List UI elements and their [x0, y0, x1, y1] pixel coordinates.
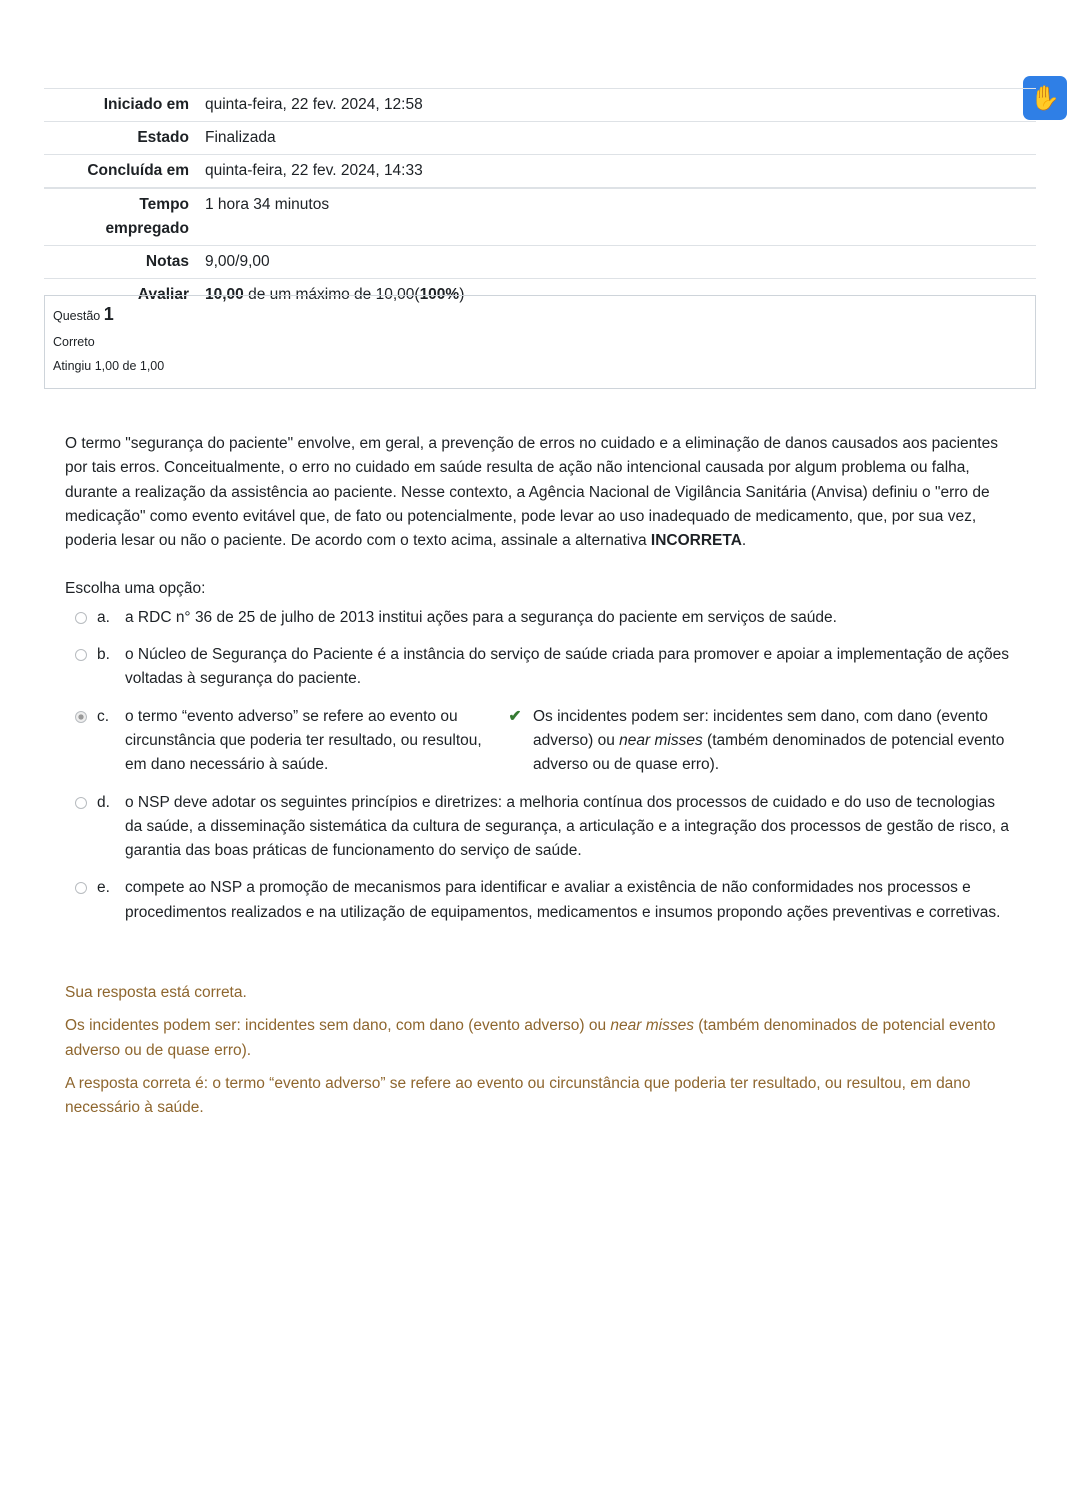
question-state: Correto	[53, 335, 95, 349]
question-text-end: .	[741, 532, 747, 550]
feedback-part: Os incidentes podem ser: incidentes sem dano, com dano (evento adverso) ou	[533, 707, 988, 749]
marks-value: 9,00/9,00	[197, 246, 1036, 279]
grade-mid: de um máximo de 10,00(	[243, 286, 420, 303]
marks-label: Notas	[44, 246, 197, 279]
completed-label: Concluída em	[44, 155, 197, 189]
general-feedback-part: (também denominados de potencial evento adverso ou de quase erro).	[65, 1017, 996, 1059]
option-letter: c.	[97, 707, 110, 725]
option-letter: e.	[97, 879, 110, 897]
option-text: o Núcleo de Segurança do Paciente é a instância do serviço de saúde criada para promover e apoiar a implementação de ações voltadas à segurança do paciente.	[125, 646, 1010, 688]
option-text: o termo “evento adverso” se refere ao evento ou circunstância que poderia ter resultado, ou resultou, em dano necessário à saúde.	[125, 707, 482, 774]
grade-end: )	[459, 286, 465, 303]
question-label: Questão	[53, 309, 101, 323]
general-feedback-part: Os incidentes podem ser: incidentes sem dano, com dano (evento adverso) ou	[65, 1017, 611, 1035]
question-number: 1	[103, 304, 114, 324]
option-a-radio[interactable]	[75, 612, 87, 624]
state-label: Estado	[44, 122, 197, 155]
option-d[interactable]	[65, 791, 1010, 864]
general-feedback	[65, 1014, 1010, 1063]
question-emphasis: INCORRETA	[650, 532, 742, 550]
option-a[interactable]	[65, 606, 1010, 630]
answer-prompt: Escolha uma opção:	[65, 580, 206, 598]
option-d-radio[interactable]	[75, 797, 87, 809]
question-mark: Atingiu 1,00 de 1,00	[53, 359, 165, 373]
option-c-radio-selected[interactable]	[75, 711, 87, 723]
question-info	[44, 295, 1036, 389]
option-letter: a.	[97, 608, 110, 626]
question-text	[65, 432, 1010, 553]
option-b-radio[interactable]	[75, 649, 87, 661]
feedback-status: Sua resposta está correta.	[65, 984, 247, 1002]
correct-check-icon: ✔	[508, 707, 522, 725]
completed-value: quinta-feira, 22 fev. 2024, 14:33	[197, 155, 1036, 189]
option-letter: b.	[97, 646, 110, 664]
question-text-body: O termo "segurança do paciente" envolve, em geral, a prevenção de erros no cuidado e a eliminação de danos causados aos pacientes por tais erros. Conceitualmente, o erro no cuidado em saúde resulta de ação não intencional causada por algum problema ou falha, durante a realização da assistência ao paciente. Nesse contexto, a Agência Nacional de Vigilância Sanitária (Anvisa) definiu o "erro de medicação" como evento evitável que, de fato ou potencialmente, pode levar ao uso inadequado de medicamento, que, por sua vez, poderia lesar ou não o paciente. De acordo com o texto acima, assinale a alternativa	[65, 435, 998, 550]
option-e[interactable]	[65, 876, 1010, 925]
state-value: Finalizada	[197, 122, 1036, 155]
grade-score: 10,00	[205, 286, 244, 303]
option-letter: d.	[97, 793, 110, 811]
time-taken-value: 1 hora 34 minutos	[197, 188, 1036, 246]
question-content	[65, 432, 1010, 1130]
grade-label: Avaliar	[44, 279, 197, 312]
feedback-part: (também denominados de potencial evento adverso ou de quase erro).	[533, 731, 1005, 774]
answer-options	[65, 606, 1010, 925]
general-feedback-italic: near misses	[610, 1017, 694, 1035]
option-c-feedback	[533, 705, 1010, 778]
right-answer: A resposta correta é: o termo “evento adverso” se refere ao evento ou circunstância que poderia ter resultado, ou resultou, em dano necessário à saúde.	[65, 1074, 971, 1117]
started-value: quinta-feira, 22 fev. 2024, 12:58	[197, 89, 1036, 122]
option-c[interactable]	[65, 705, 1010, 778]
feedback-italic: near misses	[619, 731, 703, 749]
started-label: Iniciado em	[44, 89, 197, 122]
option-text: a RDC n° 36 de 25 de julho de 2013 institui ações para a segurança do paciente em serviços de saúde.	[125, 608, 837, 626]
option-text: compete ao NSP a promoção de mecanismos para identificar e avaliar a existência de não conformidades nos processos e procedimentos realizados e na utilização de equipamentos, medicamentos e insumos propondo ações preventivas e corretivas.	[125, 879, 1001, 921]
grade-percent: 100%	[419, 286, 460, 303]
option-text: o NSP deve adotar os seguintes princípios e diretrizes: a melhoria contínua dos processos de cuidado e do uso de tecnologias da saúde, a disseminação sistemática da cultura de segurança, a articulação e a integração dos processos de gestão de risco, a garantia das boas práticas de funcionamento do serviço de saúde.	[125, 793, 1010, 860]
question-feedback	[65, 981, 1010, 1120]
quiz-summary-table	[44, 88, 1036, 311]
sign-language-hands-icon: ✋	[1030, 84, 1060, 112]
option-e-radio[interactable]	[75, 882, 87, 894]
option-b[interactable]	[65, 643, 1010, 692]
time-taken-label: Tempo empregado	[44, 188, 197, 246]
